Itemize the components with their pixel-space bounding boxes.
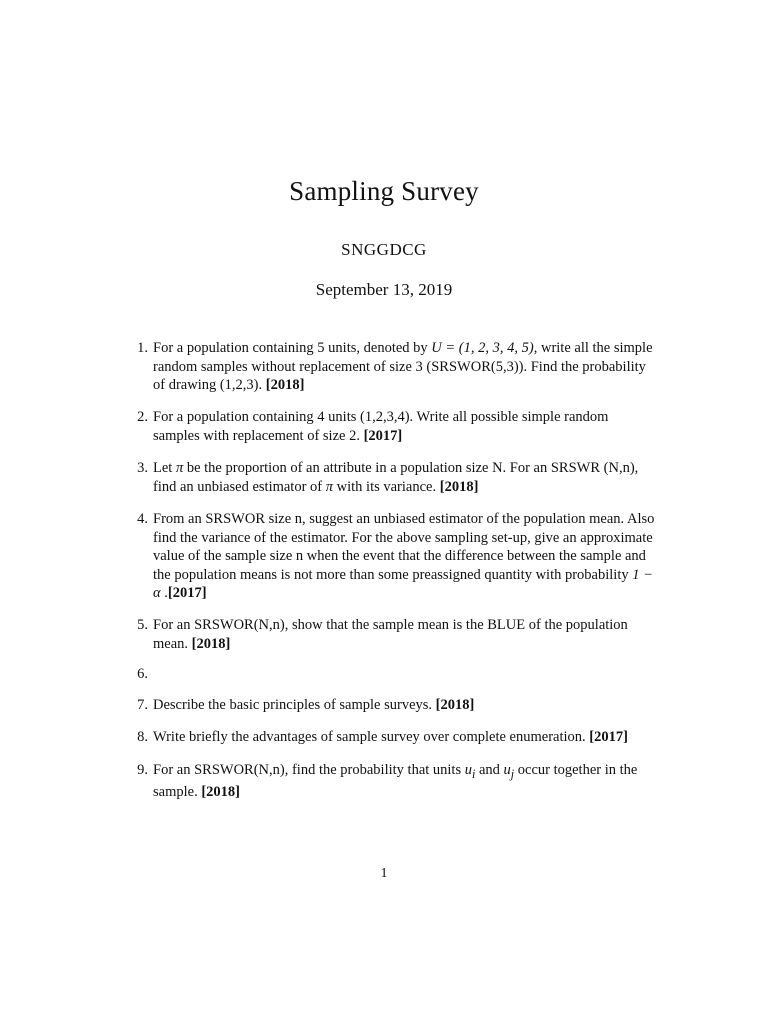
question-number: 9.: [137, 762, 148, 778]
question-number: 2.: [137, 409, 148, 425]
document-date: September 13, 2019: [315, 280, 453, 299]
question-text: For a population containing 5 units, denoted by U = (1, 2, 3, 4, 5), write all the simple random samples without replacement of size 3 (SRSWOR(5,3)). Find the probability of drawing (1,2,3). [2018]: [153, 340, 653, 393]
question-number: 5.: [137, 617, 148, 633]
question-number: 3.: [137, 460, 148, 476]
document-title: Sampling Survey: [289, 176, 479, 206]
year-tag: [2018]: [201, 784, 240, 801]
question-number: 1.: [137, 340, 148, 356]
year-tag: [2017]: [167, 585, 207, 601]
question-text: Write briefly the advantages of sample survey over complete enumeration. [2017]: [153, 729, 628, 745]
year-tag: [2018]: [265, 377, 305, 393]
question-text: From an SRSWOR size n, suggest an unbiased estimator of the population mean. Also find the variance of the estimator. For the above sampling set-up, give an approximate value of the sample size n when the event that the difference between the sample and the population means is not more than some preassigned quantity with probability 1 − α .[2017]: [153, 511, 655, 601]
question-number: 7.: [137, 697, 148, 713]
question-text: Describe the basic principles of sample surveys. [2018]: [153, 697, 475, 713]
question-number: 6.: [137, 666, 148, 682]
question-text: For a population containing 4 units (1,2,3,4). Write all possible simple random samples with replacement of size 2. [2017]: [153, 409, 609, 444]
year-tag: [2017]: [363, 427, 403, 444]
year-tag: [2017]: [589, 729, 628, 745]
question-number: 4.: [137, 511, 148, 527]
page-number: 1: [380, 866, 388, 881]
question-text: For an SRSWOR(N,n), show that the sample mean is the BLUE of the population mean. [2018]: [153, 617, 628, 652]
document-author: SNGGDCG: [341, 240, 427, 259]
year-tag: [2018]: [191, 635, 231, 652]
question-number: 8.: [137, 729, 148, 745]
year-tag: [2018]: [435, 697, 475, 713]
question-text: For an SRSWOR(N,n), find the probability that units $u_i$ and $u_j$ occur together in the sample. [2018]: [153, 762, 638, 801]
year-tag: [2018]: [439, 478, 479, 495]
question-text: Let π be the proportion of an attribute in a population size N. For an SRSWR (N,n), find an unbiased estimator of π with its variance. [2018]: [153, 460, 639, 495]
